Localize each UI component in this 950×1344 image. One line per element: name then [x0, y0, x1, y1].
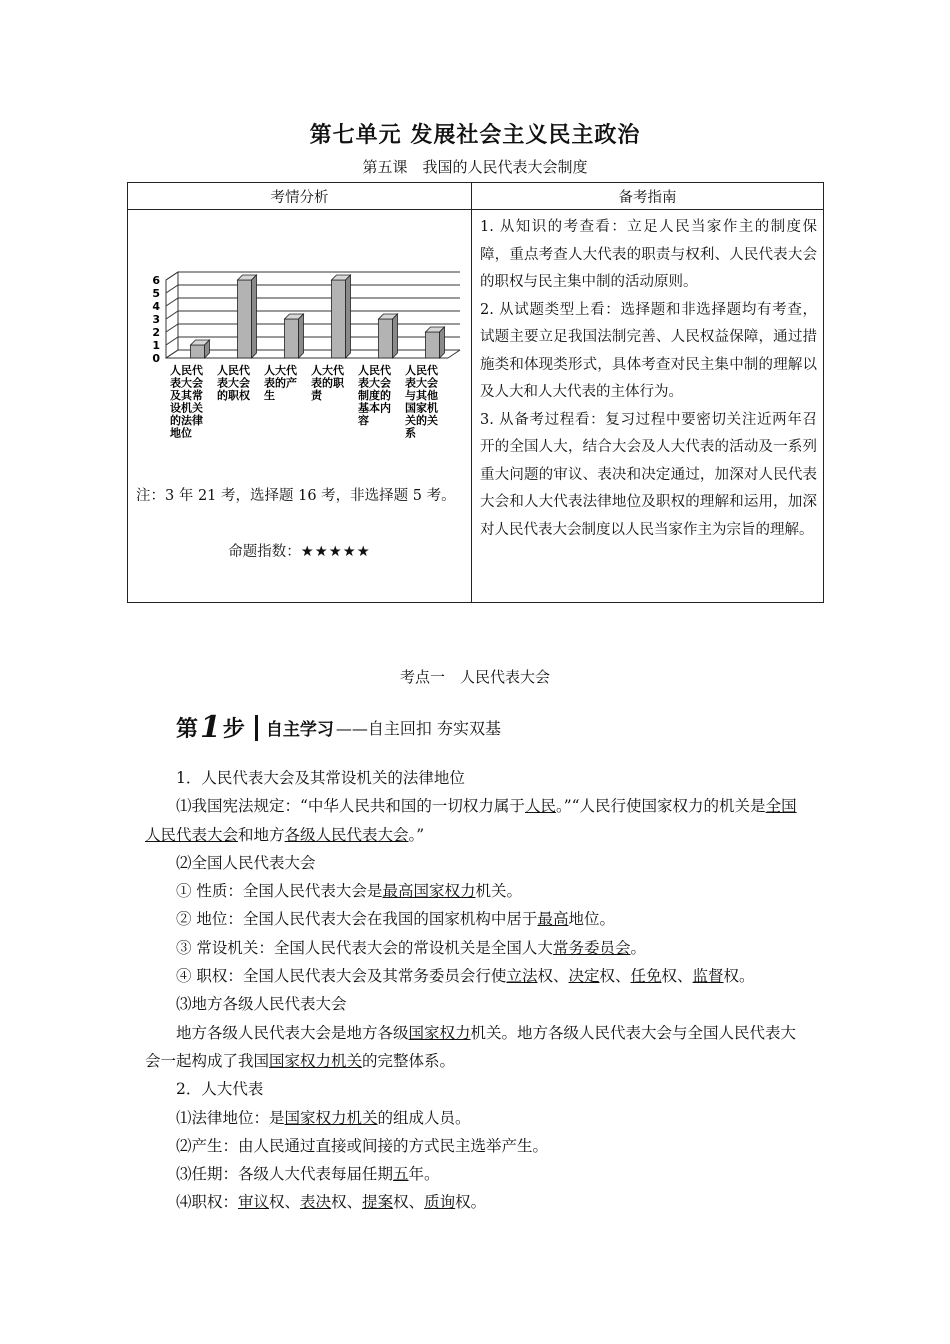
bar-side	[252, 275, 257, 358]
category-label: 表大会	[358, 376, 391, 390]
bar-side	[440, 327, 445, 358]
item-permanent: ③ 常设机关：全国人民代表大会的常设机关是全国人大常务委员会。	[176, 938, 646, 957]
guide-item-1: 1. 从知识的考查看：立足人民当家作主的制度保障，重点考查人大代表的职责与权利、人民代表大会的职权与民主集中制的活动原则。	[480, 219, 817, 290]
heading-1: 1．人民代表大会及其常设机关的法律地位	[176, 769, 465, 787]
guide-cell	[472, 210, 824, 603]
analysis-table	[127, 182, 824, 603]
analysis-cell	[128, 210, 472, 603]
step-name: 自主学习	[265, 720, 334, 740]
subheading-local: ⑶地方各级人民代表大会	[176, 995, 347, 1014]
item-nature: ① 性质：全国人民代表大会是最高国家权力机关。	[176, 882, 522, 901]
category-label: 国家机	[405, 401, 438, 415]
bar-front	[238, 280, 252, 358]
category-label: 的法律	[170, 414, 203, 427]
category-label: 生	[264, 389, 275, 402]
item-election: ⑵产生：由人民通过直接或间接的方式民主选举产生。	[176, 1136, 549, 1155]
bar-chart-svg	[136, 268, 466, 468]
guide-item-3: 3. 从备考过程看：复习过程中要密切关注近两年召开的全国人大，结合大会及人大代表的活动及一系列重大问题的审议、表决和决定通过，加深对人民代表大会和人大代表法律地位及职权的理解和运用，加深对人民代表大会制度以人民当家作主为宗旨的理解。	[480, 411, 817, 538]
category-label: 设机关	[170, 401, 203, 415]
subheading-npc: ⑵全国人民代表大会	[176, 853, 316, 872]
exam-note: 注：3 年 21 考，选择题 16 考，非选择题 5 考。	[136, 488, 456, 504]
category-label: 人大代	[311, 364, 344, 377]
category-label: 表大会	[405, 376, 438, 390]
step-prefix: 第	[176, 717, 199, 742]
category-label: 关的关	[405, 414, 438, 427]
item-powers: ④ 职权：全国人民代表大会及其常务委员会行使立法权、决定权、任免权、监督权。	[176, 967, 755, 986]
y-tick-label: 3	[152, 313, 160, 326]
index-stars: ★★★★★	[300, 544, 371, 560]
y-tick-label: 0	[152, 352, 160, 365]
category-label: 的职权	[217, 389, 250, 402]
page-title: 第七单元 发展社会主义民主政治	[309, 123, 641, 148]
category-label: 与其他	[405, 389, 438, 402]
bar-side	[346, 275, 351, 358]
category-label: 人民代	[217, 364, 250, 377]
step-subtitle: ——自主回扣 夯实双基	[335, 719, 501, 738]
guide-item-2: 2. 从试题类型上看：选择题和非选择题均有考查，试题主要立足我国法制完善、人民权益保障，通过措施类和体现类形式，具体考查对民主集中制的理解以及人大和人大代表的主体行为。	[480, 301, 817, 400]
bar-front	[426, 332, 440, 358]
category-label: 容	[358, 414, 369, 427]
item-status: ② 地位：全国人民代表大会在我国的国家机构中居于最高地位。	[176, 910, 615, 929]
y-tick-label: 6	[152, 274, 160, 287]
step-banner	[176, 710, 501, 745]
category-label: 表的职	[311, 376, 344, 390]
category-label: 基本内	[358, 401, 391, 415]
header-analysis: 考情分析	[128, 183, 472, 210]
lesson-title: 第五课 我国的人民代表大会制度	[362, 158, 588, 176]
category-label: 系	[405, 426, 416, 440]
bar-front	[379, 319, 393, 358]
proposition-index	[128, 540, 471, 561]
category-label: 表的产	[264, 376, 297, 390]
step-number: 1	[200, 710, 221, 745]
chart-gridline	[166, 350, 460, 358]
heading-2: 2．人大代表	[176, 1080, 264, 1099]
study-content	[145, 764, 805, 1217]
chart-gridline	[166, 272, 460, 280]
step-suffix: 步	[222, 717, 245, 742]
header-guide: 备考指南	[472, 183, 824, 210]
category-label: 人民代	[170, 364, 203, 377]
item-term: ⑶任期：各级人大代表每届任期五年。	[176, 1165, 440, 1184]
bar-front	[191, 345, 205, 358]
y-tick-label: 4	[152, 300, 160, 313]
item-legal-status: ⑴法律地位：是国家权力机关的组成人员。	[176, 1108, 471, 1127]
y-tick-label: 5	[152, 287, 160, 300]
paragraph-constitution: ⑴我国宪法规定：“中华人民共和国的一切权力属于人民。”“人民行使国家权力的机关是全国人民代表大会和地方各级人民代表大会。”	[145, 797, 797, 844]
bar-front	[332, 280, 346, 358]
item-deputy-powers: ⑷职权：审议权、表决权、提案权、质询权。	[176, 1193, 487, 1212]
category-label: 制度的	[358, 389, 391, 402]
chart-gridline	[166, 311, 460, 319]
category-label: 人民代	[358, 364, 391, 377]
chart-gridline	[166, 298, 460, 306]
y-tick-label: 2	[152, 326, 160, 339]
category-label: 表大会	[170, 376, 203, 390]
y-tick-label: 1	[152, 339, 160, 352]
category-label: 责	[311, 389, 322, 402]
bar-side	[393, 314, 398, 358]
category-label: 地位	[170, 426, 192, 440]
category-label: 及其常	[170, 389, 203, 402]
chart-gridline	[166, 285, 460, 293]
index-label: 命题指数：	[228, 544, 301, 560]
chart-floor-corner	[448, 350, 460, 358]
category-label: 表大会	[217, 376, 250, 390]
chart-gridline	[166, 324, 460, 332]
section-title: 考点一 人民代表大会	[399, 668, 550, 686]
category-label: 人大代	[264, 364, 297, 377]
bar-front	[285, 319, 299, 358]
paragraph-local: 地方各级人民代表大会是地方各级国家权力机关。地方各级人民代表大会与全国人民代表大会一起构成了我国国家权力机关的完整体系。	[145, 1023, 797, 1070]
bar-chart	[136, 268, 466, 468]
bar-side	[299, 314, 304, 358]
chart-gridline	[166, 337, 460, 345]
step-divider	[255, 715, 258, 741]
category-label: 人民代	[405, 364, 438, 377]
